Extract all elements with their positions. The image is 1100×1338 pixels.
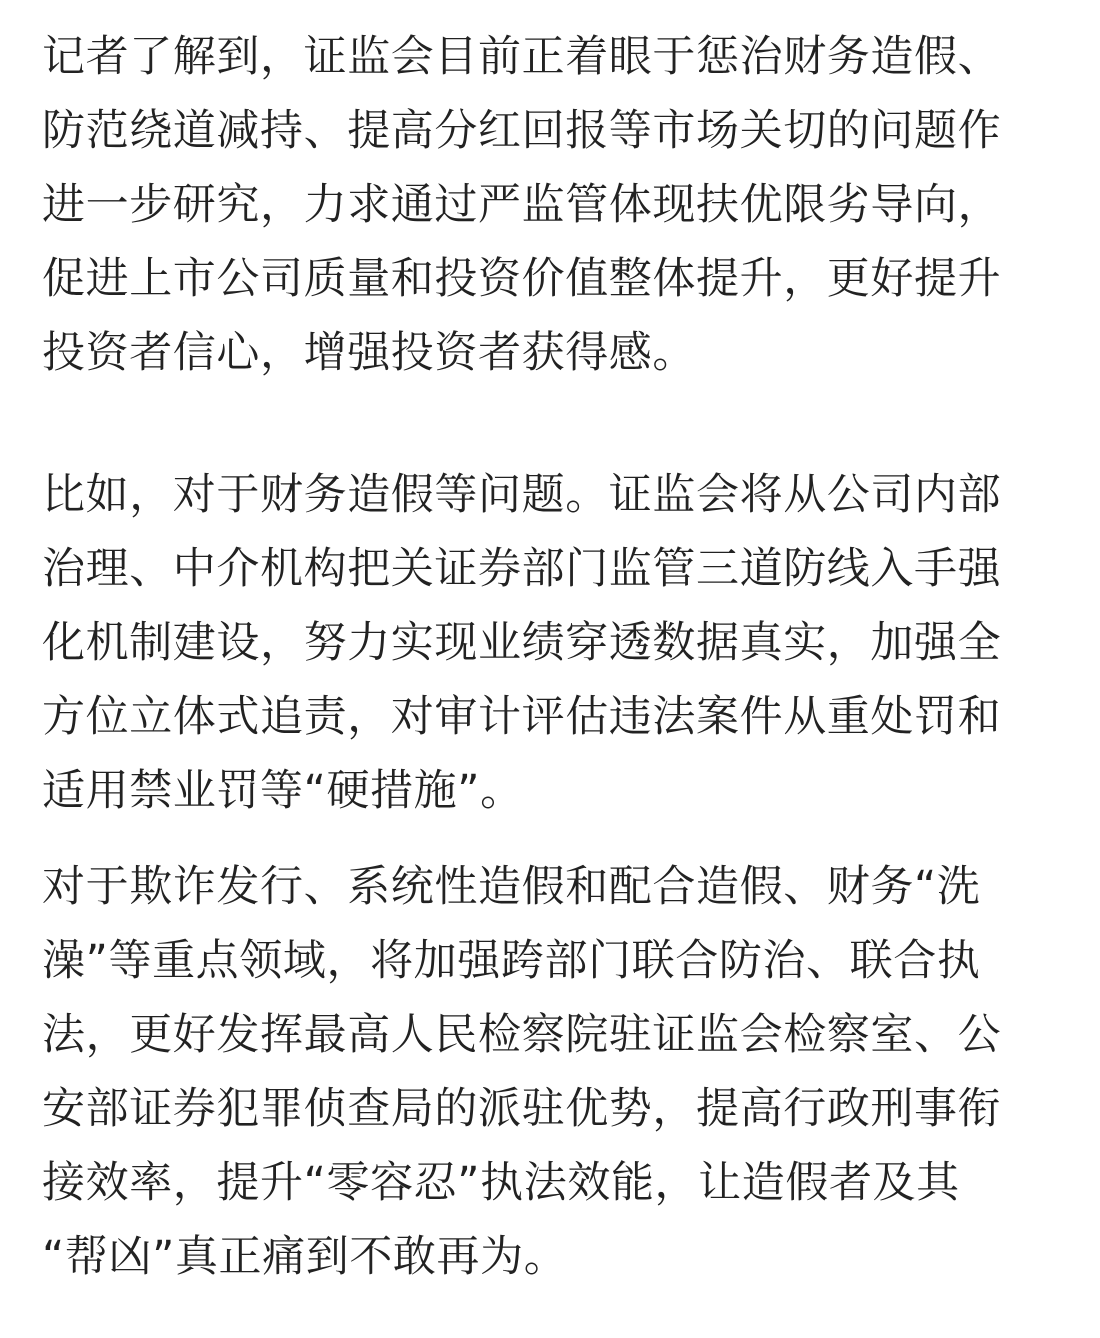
text-line: “帮凶”真正痛到不敢再为。 xyxy=(42,1232,568,1282)
text-line: 防范绕道减持、提高分红回报等市场关切的问题作 xyxy=(42,106,1002,156)
text-line: 进一步研究，力求通过严监管体现扶优限劣导向， xyxy=(42,180,1002,230)
text-line: 对于欺诈发行、系统性造假和配合造假、财务“洗 xyxy=(42,862,981,912)
text-line: 化机制建设，努力实现业绩穿透数据真实，加强全 xyxy=(42,618,1002,668)
text-line: 促进上市公司质量和投资价值整体提升，更好提升 xyxy=(42,254,1002,304)
text-line: 方位立体式追责，对审计评估违法案件从重处罚和 xyxy=(42,692,1002,742)
paragraph-1 xyxy=(42,20,1001,390)
paragraph-3 xyxy=(42,850,1001,1294)
text-line: 适用禁业罚等“硬措施”。 xyxy=(42,766,524,816)
text-line: 安部证券犯罪侦查局的派驻优势，提高行政刑事衔 xyxy=(42,1084,1002,1134)
paragraph-2 xyxy=(42,458,1001,828)
text-line: 法，更好发挥最高人民检察院驻证监会检察室、公 xyxy=(42,1010,1002,1060)
text-line: 记者了解到，证监会目前正着眼于惩治财务造假、 xyxy=(42,32,1002,82)
text-line: 澡”等重点领域，将加强跨部门联合防治、联合执 xyxy=(42,936,981,986)
text-line: 比如，对于财务造假等问题。证监会将从公司内部 xyxy=(42,470,1002,520)
text-line: 接效率，提升“零容忍”执法效能，让造假者及其 xyxy=(42,1158,960,1208)
text-line: 投资者信心，增强投资者获得感。 xyxy=(42,328,696,378)
text-line: 治理、中介机构把关证券部门监管三道防线入手强 xyxy=(42,544,1002,594)
